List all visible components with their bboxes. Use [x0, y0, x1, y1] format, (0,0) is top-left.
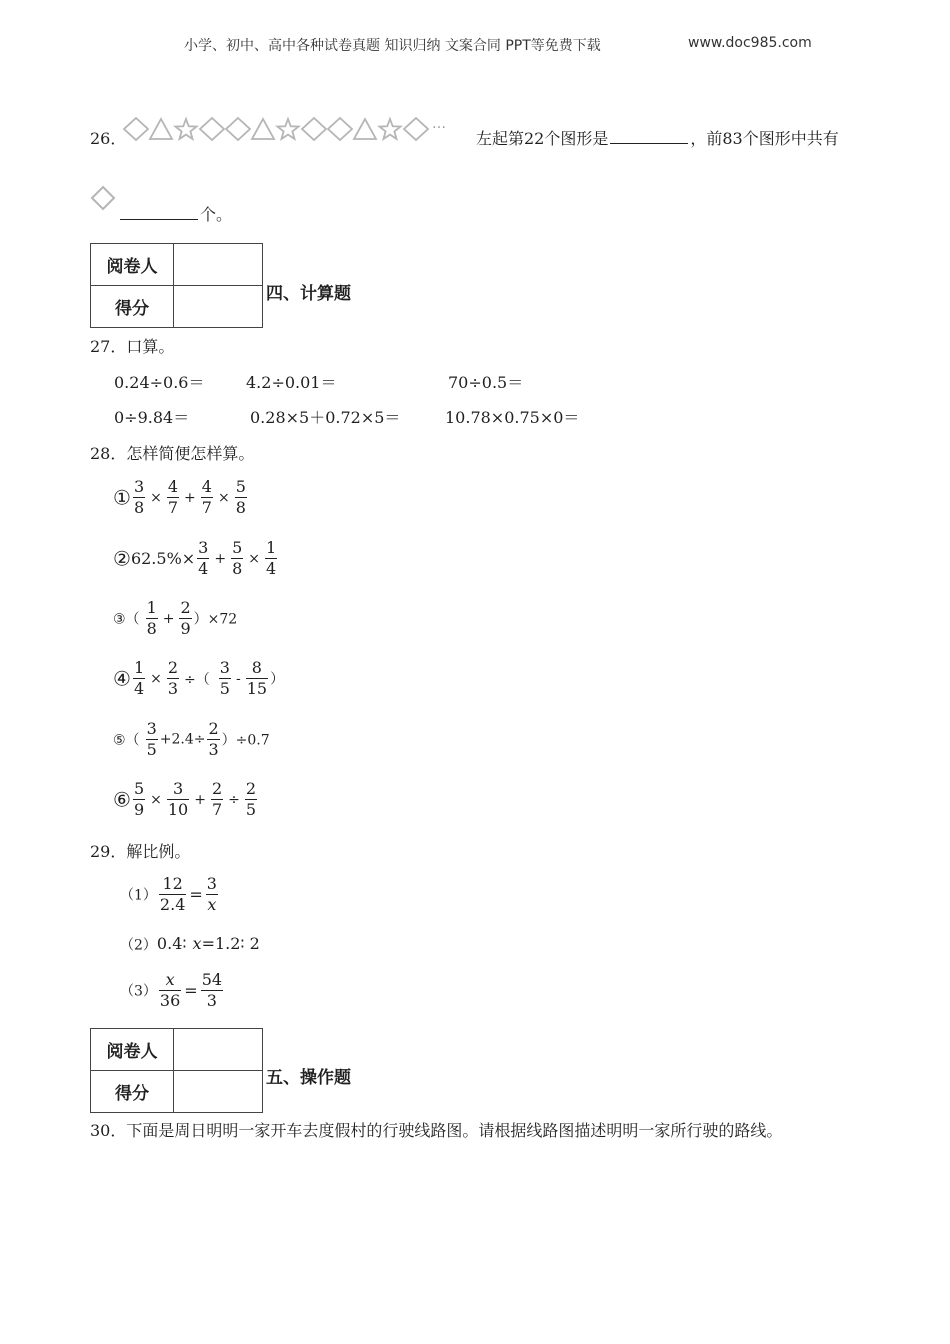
shape-sequence: [122, 116, 467, 142]
q28-problem-1: ① $\frac{3}{8}$ × $\frac{4}{7}$ + $\frac{4}{7}$ × $\frac{5}{8}$: [113, 477, 246, 517]
star-shape-icon: [176, 119, 197, 139]
triangle-shape-icon: [150, 119, 172, 139]
score-table-1: [90, 243, 263, 328]
q27-r1c1: 0.24÷0.6＝: [114, 373, 205, 392]
fraction: $\frac{2}{7}$: [211, 779, 223, 819]
fraction: $\frac{1}{8}$: [146, 598, 157, 638]
q27-r2c2: 0.28×5＋0.72×5＝: [250, 408, 401, 427]
q27-label: 27．口算。: [90, 337, 175, 356]
q26-text-b: ，前83个图形中共有: [690, 129, 839, 148]
diamond-shape-icon: [124, 118, 148, 140]
score-table-2: [90, 1028, 263, 1113]
fraction: $\frac{2}{3}$: [208, 719, 219, 759]
fraction: $\frac{x}{36}$: [159, 970, 181, 1010]
section-title-5: 五、操作题: [266, 1068, 351, 1088]
diamond-shape-icon: [302, 118, 326, 140]
mark-3: ③（: [113, 611, 140, 628]
fraction: $\frac{5}{8}$: [232, 538, 243, 578]
fraction: $\frac{5}{8}$: [235, 477, 246, 517]
mark-5: ⑤（: [113, 732, 140, 749]
diamond-shape-icon: [90, 185, 116, 211]
mark-4: ④: [113, 666, 131, 691]
score-cell[interactable]: [174, 1071, 263, 1113]
reviewer-cell[interactable]: [174, 244, 263, 286]
fraction: $\frac{3}{8}$: [133, 477, 145, 517]
q26-text-c: 个。: [200, 205, 233, 224]
reviewer-cell[interactable]: [174, 1029, 263, 1071]
q28-problem-6: ⑥ $\frac{5}{9}$ × $\frac{3}{10}$ + $\frac{2}{7}$ ÷ $\frac{2}{5}$: [113, 779, 257, 819]
fraction: $\frac{1}{4}$: [133, 658, 145, 698]
fraction: $\frac{3}{5}$: [146, 719, 157, 759]
q28-problem-5: ⑤（ $\frac{3}{5}$ +2.4÷ $\frac{2}{3}$ ）÷0.7: [113, 719, 270, 759]
fraction: $\frac{2}{5}$: [245, 779, 257, 819]
score-label: 得分: [91, 286, 174, 328]
q26-text-a: 左起第22个图形是: [476, 129, 609, 148]
reviewer-label: 阅卷人: [91, 1029, 174, 1071]
star-shape-icon: [380, 119, 401, 139]
q28-label: 28．怎样简便怎样算。: [90, 444, 255, 463]
reviewer-label: 阅卷人: [91, 244, 174, 286]
answer-blank-2[interactable]: [120, 205, 198, 220]
fraction: $\frac{12}{2.4}$: [159, 874, 186, 914]
fraction: $\frac{3}{10}$: [167, 779, 189, 819]
header-title: 小学、初中、高中各种试卷真题 知识归纳 文案合同 PPT等免费下载: [184, 38, 601, 54]
fraction: $\frac{3}{5}$: [219, 658, 230, 698]
fraction: $\frac{1}{4}$: [266, 538, 277, 578]
mark-1: ①: [113, 485, 131, 510]
fraction: $\frac{3}{x}$: [206, 874, 217, 914]
q28-problem-3: ③（ $\frac{1}{8}$ + $\frac{2}{9}$ ）×72: [113, 598, 238, 638]
fraction: $\frac{4}{7}$: [167, 477, 179, 517]
fraction: $\frac{4}{7}$: [201, 477, 212, 517]
q30-label: 30．下面是周日明明一家开车去度假村的行驶线路图。请根据线路图描述明明一家所行驶的路线。: [90, 1121, 783, 1140]
triangle-shape-icon: [252, 119, 274, 139]
star-shape-icon: [278, 119, 299, 139]
header-url: www.doc985.com: [688, 35, 812, 51]
score-cell[interactable]: [174, 286, 263, 328]
fraction: $\frac{2}{9}$: [180, 598, 191, 638]
diamond-shape-icon: [404, 118, 428, 140]
q29-problem-3: （3） $\frac{x}{36}$ = $\frac{54}{3}$: [120, 970, 223, 1010]
diamond-shape-icon: [328, 118, 352, 140]
q29-problem-1: （1） $\frac{12}{2.4}$ = $\frac{3}{x}$: [120, 874, 217, 914]
q26-number: 26．: [90, 129, 127, 148]
fraction: $\frac{5}{9}$: [133, 779, 145, 819]
mark-6: ⑥: [113, 787, 131, 812]
q28-problem-4: ④ $\frac{1}{4}$ × $\frac{2}{3}$ ÷（ $\frac{3}{5}$ - $\frac{8}{15}$ ）: [113, 658, 285, 698]
score-label: 得分: [91, 1071, 174, 1113]
diamond-shape-icon: [226, 118, 250, 140]
q27-r1c2: 4.2÷0.01＝: [246, 373, 337, 392]
q26-line2: [118, 202, 232, 225]
q27-r2c3: 10.78×0.75×0＝: [445, 408, 580, 427]
answer-blank-1[interactable]: [610, 129, 688, 144]
fraction: $\frac{2}{3}$: [167, 658, 179, 698]
mark-2: ②: [113, 546, 131, 571]
q27-r1c3: 70÷0.5＝: [448, 373, 524, 392]
ellipsis: …: [432, 116, 446, 132]
q29-problem-2: （2）0.4∶ x=1.2∶ 2: [120, 934, 260, 954]
triangle-shape-icon: [354, 119, 376, 139]
fraction: $\frac{8}{15}$: [246, 658, 268, 698]
section-title-4: 四、计算题: [266, 284, 351, 304]
fraction: $\frac{54}{3}$: [201, 970, 223, 1010]
diamond-shape-icon: [200, 118, 224, 140]
q26-text: [476, 126, 839, 149]
q28-problem-2: ②62.5%× $\frac{3}{4}$ + $\frac{5}{8}$ × $\frac{1}{4}$: [113, 538, 277, 578]
q27-r2c1: 0÷9.84＝: [114, 408, 190, 427]
q29-label: 29．解比例。: [90, 842, 191, 861]
fraction: $\frac{3}{4}$: [198, 538, 209, 578]
